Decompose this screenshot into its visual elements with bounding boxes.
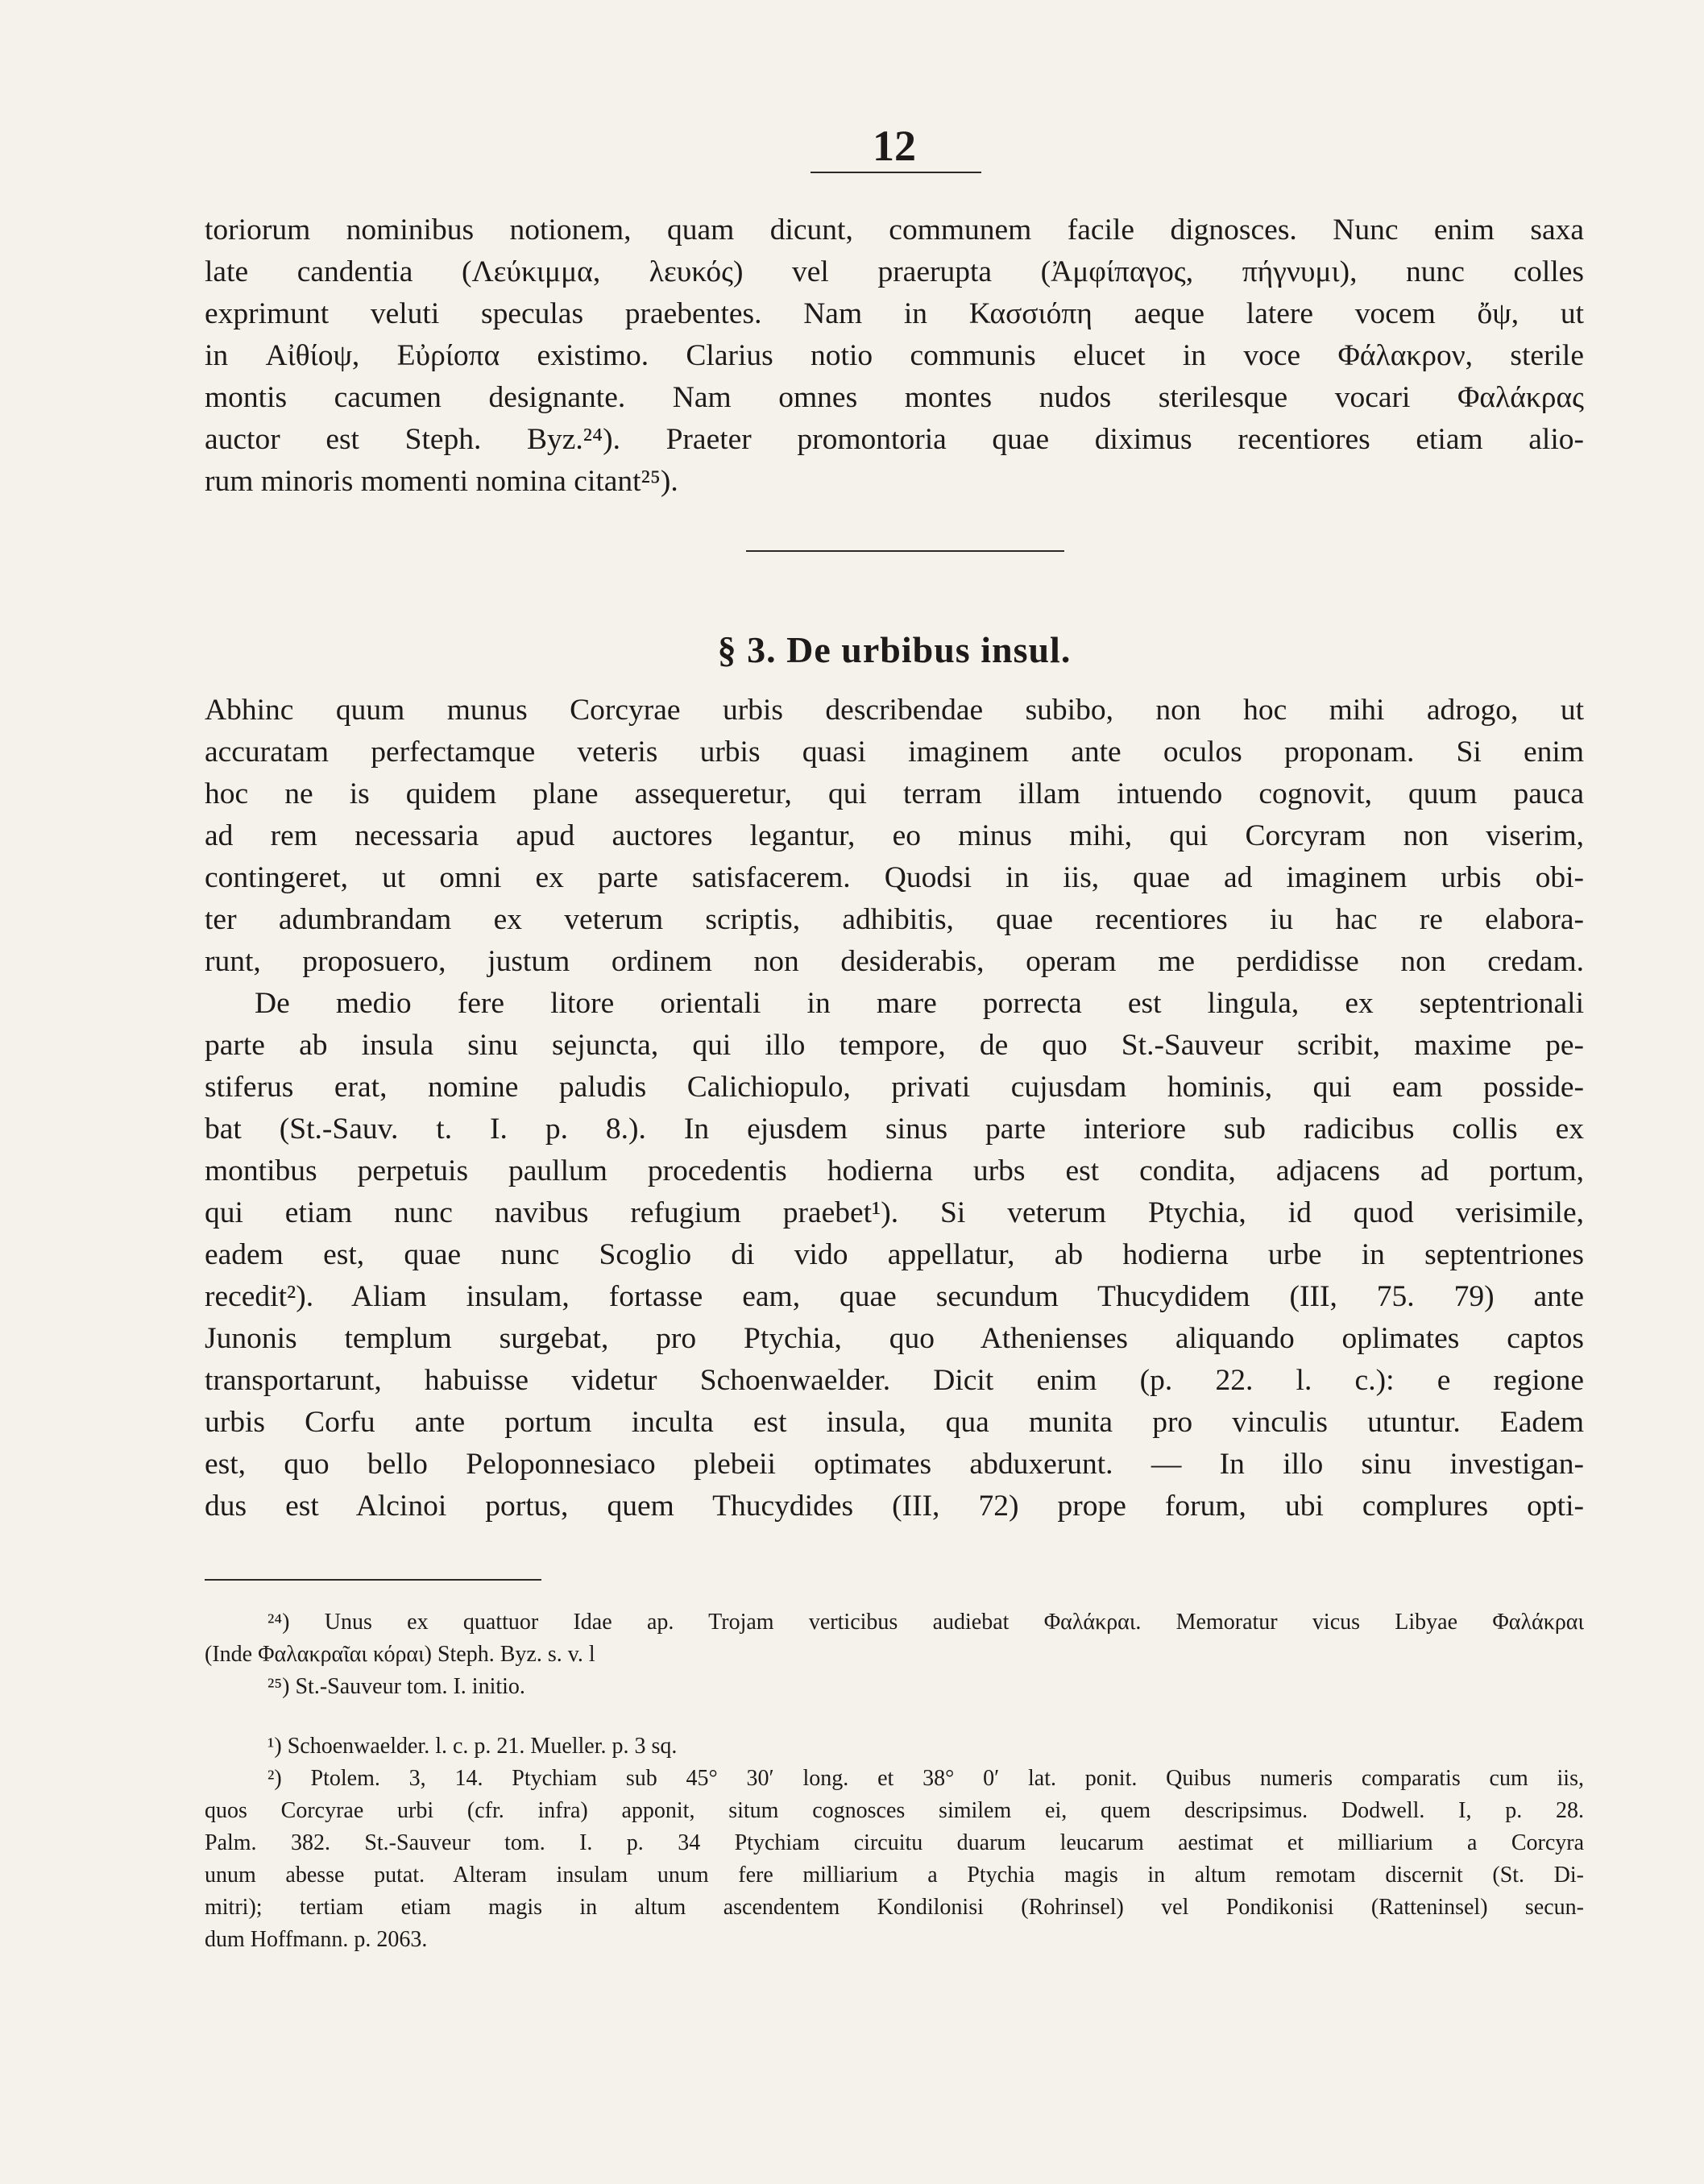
section-heading: § 3. De urbibus insul. [717, 629, 1072, 670]
text-line: late candentia (Λεύκιμμα, λευκός) vel praerupta (Ἀμφίπαγος, πήγνυμι), nunc colles [205, 255, 1584, 288]
footnote-line: ¹) Schoenwaelder. l. c. p. 21. Mueller. p. 3 sq. [267, 1734, 678, 1759]
footnote-line: ²) Ptolem. 3, 14. Ptychiam sub 45° 30′ long. et 38° 0′ lat. ponit. Quibus numeris comparatis cum iis, [267, 1766, 1584, 1791]
text-line: De medio fere litore orientali in mare porrecta est lingula, ex septentrionali [255, 987, 1584, 1020]
text-line: recedit²). Aliam insulam, fortasse eam, quae secundum Thucydidem (III, 75. 79) ante [205, 1280, 1584, 1313]
text-line: accuratam perfectamque veteris urbis quasi imaginem ante oculos proponam. Si enim [205, 736, 1584, 769]
page-number-rule [811, 172, 981, 173]
text-line: montis cacumen designante. Nam omnes montes nudos sterilesque vocari Φαλάκρας [205, 381, 1584, 414]
text-line: in Αἰθίοψ, Εὐρίοπα existimo. Clarius notio communis elucet in voce Φάλακρον, sterile [205, 339, 1584, 372]
text-line: bat (St.-Sauv. t. I. p. 8.). In ejusdem sinus parte interiore sub radicibus collis ex [205, 1113, 1584, 1146]
paragraph-promontoria [205, 209, 1584, 503]
section-divider [746, 550, 1064, 552]
footnote-line: dum Hoffmann. p. 2063. [205, 1927, 428, 1952]
text-line: exprimunt veluti speculas praebentes. Nam in Κασσιόπη aeque latere vocem ὄψ, ut [205, 297, 1584, 330]
text-line: urbis Corfu ante portum inculta est insula, qua munita pro vinculis utuntur. Eadem [205, 1406, 1584, 1439]
footnote-line: ²⁵) St.-Sauveur tom. I. initio. [267, 1674, 525, 1699]
text-line: montibus perpetuis paullum procedentis hodierna urbs est condita, adjacens ad portum, [205, 1154, 1584, 1187]
text-line: toriorum nominibus notionem, quam dicunt, communem facile dignosces. Nunc enim saxa [205, 213, 1584, 247]
text-line: ad rem necessaria apud auctores legantur, eo minus mihi, qui Corcyram non viserim, [205, 819, 1584, 852]
text-line: est, quo bello Peloponnesiaco plebeii optimates abduxerunt. — In illo sinu investigan- [205, 1448, 1584, 1481]
text-line: Abhinc quum munus Corcyrae urbis describendae subibo, non hoc mihi adrogo, ut [205, 694, 1584, 727]
text-line: contingeret, ut omni ex parte satisfacerem. Quodsi in iis, quae ad imaginem urbis obi- [205, 861, 1584, 894]
footnote-line: ²⁴) Unus ex quattuor Idae ap. Trojam verticibus audiebat Φαλάκραι. Memoratur vicus Libyae Φαλάκραι [267, 1610, 1584, 1635]
text-line: hoc ne is quidem plane assequeretur, qui terram illam intuendo cognovit, quum pauca [205, 777, 1584, 810]
text-line: runt, proposuero, justum ordinem non desiderabis, operam me perdidisse non credam. [205, 945, 1584, 978]
text-line: stiferus erat, nomine paludis Calichiopulo, privati cujusdam hominis, qui eam posside- [205, 1071, 1584, 1104]
text-line: auctor est Steph. Byz.²⁴). Praeter promontoria quae diximus recentiores etiam alio- [205, 423, 1584, 456]
text-line: rum minoris momenti nomina citant²⁵). [205, 465, 678, 498]
footnotes-section-2 [205, 1606, 1584, 1703]
text-line: ter adumbrandam ex veterum scriptis, adhibitis, quae recentiores iu hac re elabora- [205, 903, 1584, 936]
text-line: Junonis templum surgebat, pro Ptychia, quo Athenienses aliquando oplimates captos [205, 1322, 1584, 1355]
text-line: eadem est, quae nunc Scoglio di vido appellatur, ab hodierna urbe in septentriones [205, 1238, 1584, 1271]
footnote-line: unum abesse putat. Alteram insulam unum fere milliarium a Ptychia magis in altum remotam discernit (St. Di- [205, 1863, 1584, 1888]
page-number: 12 [873, 122, 916, 170]
footnote-line: (Inde Φαλακραῖαι κόραι) Steph. Byz. s. v. l [205, 1642, 595, 1667]
text-line: dus est Alcinoi portus, quem Thucydides (III, 72) prope forum, ubi complures opti- [205, 1490, 1584, 1523]
footnote-line: quos Corcyrae urbi (cfr. infra) apponit, situm cognosces similem ei, quem descripsimus. Dodwell. I, p. 28. [205, 1798, 1584, 1823]
footnotes-section-3 [205, 1730, 1584, 1956]
footnote-divider [205, 1579, 541, 1581]
footnote-line: mitri); tertiam etiam magis in altum ascendentem Kondilonisi (Rohrinsel) vel Pondikonisi (Ratteninsel) secun- [205, 1895, 1584, 1920]
text-line: parte ab insula sinu sejuncta, qui illo tempore, de quo St.-Sauveur scribit, maxime pe- [205, 1029, 1584, 1062]
text-line: qui etiam nunc navibus refugium praebet¹). Si veterum Ptychia, id quod verisimile, [205, 1196, 1584, 1229]
text-line: transportarunt, habuisse videtur Schoenwaelder. Dicit enim (p. 22. l. c.): e regione [205, 1364, 1584, 1397]
paragraph-urbs [205, 690, 1584, 1527]
footnote-line: Palm. 382. St.-Sauveur tom. I. p. 34 Ptychiam circuitu duarum leucarum aestimat et milliarium a Corcyra [205, 1830, 1584, 1855]
